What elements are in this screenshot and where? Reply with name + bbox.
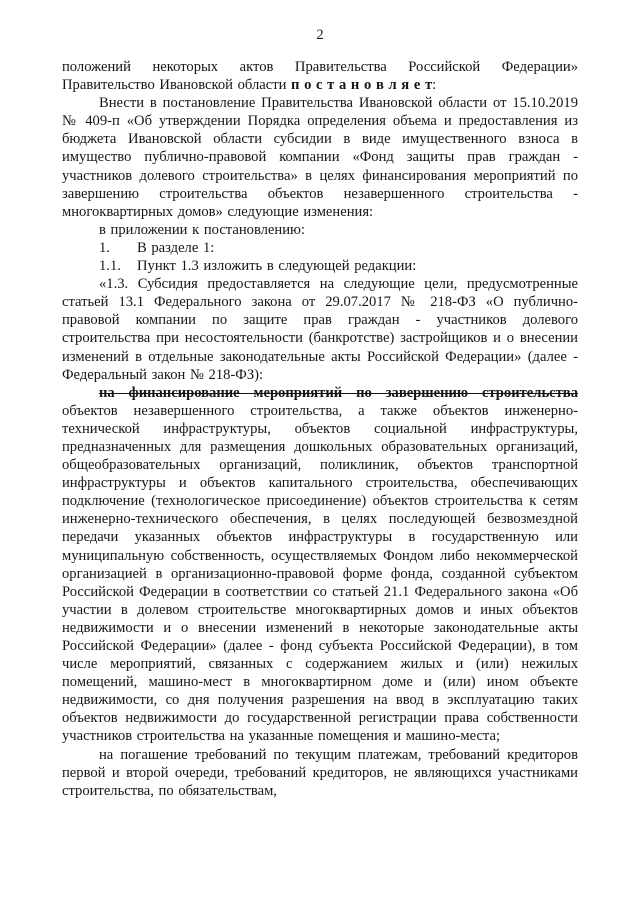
struck-text-run: на финансирование мероприятий по завершению строительства xyxy=(99,384,578,401)
document-body xyxy=(62,58,578,800)
text-run: положений некоторых актов Правительства Российской Федерации» Правительство Ивановской области xyxy=(62,59,578,94)
text-run: Внести в постановление Правительства Ивановской области от 15.10.2019 № 409-п «Об утверждении Порядка определения объема и предоставления из бюджета Ивановской области субсидии в виде имущественного взноса в имущество публично-правовой компании «Фонд защиты прав граждан - участников долевого строительства» в целях финансирования мероприятий по завершению строительства объектов незавершенного строительства - многоквартирных домов» следующие изменения: xyxy=(62,95,578,220)
paragraph xyxy=(62,257,578,275)
list-number: 1.1. xyxy=(99,258,121,275)
paragraph xyxy=(62,746,578,800)
paragraph xyxy=(62,221,578,239)
text-run: : xyxy=(432,77,437,94)
text-run: объектов незавершенного строительства, а также объектов инженерно-технической инфраструктуры, объектов социальной инфраструктуры, предназначенных для размещения дошкольных образовательных организаций, общеобразовательных организаций, поликлиник, объектов транспортной инфраструктуры и объектов капитального строительства, обеспечивающих подключение (технологическое присоединение) объектов строительства к сетям инженерно-технического обеспечения, в целях последующей безвозмездной передачи указанных объектов инфраструктуры в государственную или муниципальную собственность, осуществляемых Фондом либо некоммерческой организацией в организационно-правовой форме фонда, созданной субъектом Российской Федерации в соответствии со статьей 21.1 Федерального закона «Об участии в долевом строительстве многоквартирных домов и иных объектов недвижимости и о внесении изменений в некоторые законодательные акты Российской Федерации» (далее - фонд субъекта Российской Федерации), в том числе мероприятий, связанных с содержанием жилых и (или) нежилых помещений, машино-мест в многоквартирном доме и (или) ином объекте недвижимости, со дня получения разрешения на ввод в эксплуатацию таких объектов недвижимости до государственной регистрации права собственности участников строительства на указанные помещения и машино-места; xyxy=(62,402,578,745)
text-run: в приложении к постановлению: xyxy=(99,221,305,238)
page-number: 2 xyxy=(316,27,324,43)
paragraph xyxy=(62,58,578,94)
text-run: п о с т а н о в л я е т xyxy=(291,77,433,94)
text-run: Пункт 1.3 изложить в следующей редакции: xyxy=(137,258,417,275)
text-run: на погашение требований по текущим платежам, требований кредиторов первой и второй очереди, требований кредиторов, не являющихся участниками строительства, по обязательствам, xyxy=(62,746,578,799)
list-number: 1. xyxy=(99,239,110,256)
paragraph xyxy=(62,94,578,221)
text-run: В разделе 1: xyxy=(137,239,215,256)
paragraph xyxy=(62,384,578,746)
paragraph xyxy=(62,275,578,384)
paragraph xyxy=(62,239,578,257)
text-run: «1.3. Субсидия предоставляется на следующие цели, предусмотренные статьей 13.1 Федерального закона от 29.07.2017 № 218-ФЗ «О публично-правовой компании по защите прав граждан - участников долевого строительства при несостоятельности (банкротстве) застройщиков и о внесении изменений в отдельные законодательные акты Российской Федерации» (далее - Федеральный закон № 218-ФЗ): xyxy=(62,276,578,383)
